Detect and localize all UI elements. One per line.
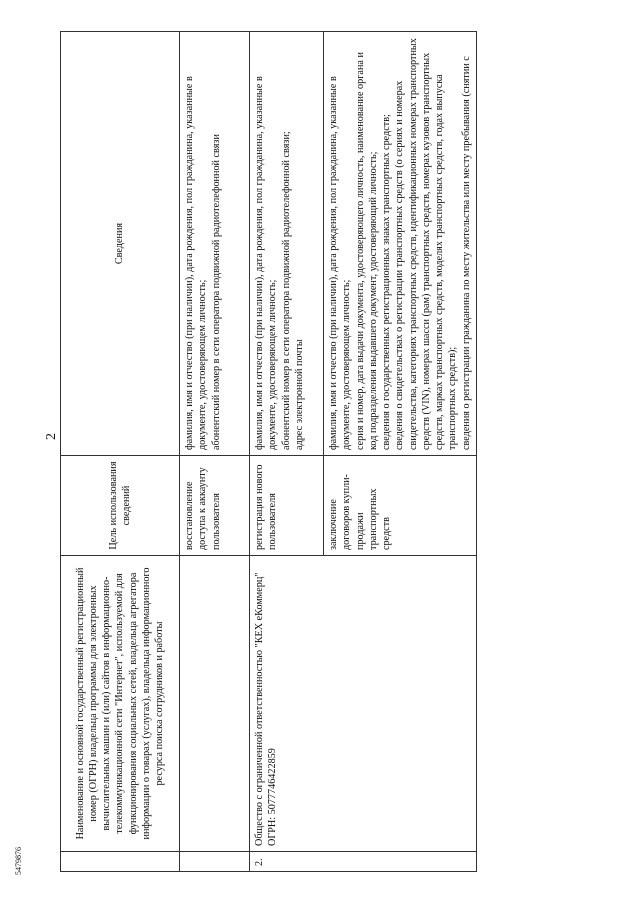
- table-header-row: [61, 32, 180, 872]
- row-name: Общество с ограниченной ответственностью "КЕХ еКоммерц" ОГРН: 5077746422859: [250, 556, 324, 852]
- row-info: фамилия, имя и отчество (при наличии), дата рождения, пол гражданина, указанные в документе, удостоверяющем личность; абонентский номер в сети оператора подвижной радиотелефонной связи: [180, 32, 250, 456]
- row-number: [324, 852, 477, 872]
- table-row: [324, 32, 477, 872]
- table-row: [180, 32, 250, 872]
- row-purpose: регистрация нового пользователя: [250, 456, 324, 556]
- data-table: [60, 31, 477, 872]
- row-number: 2.: [250, 852, 324, 872]
- table-row: [250, 32, 324, 872]
- header-purpose: Цель использования сведений: [61, 456, 180, 556]
- row-purpose: восстановление доступа к аккаунту пользователя: [180, 456, 250, 556]
- row-info: фамилия, имя и отчество (при наличии), дата рождения, пол гражданина, указанные в документе, удостоверяющем личность; серия и номер, дата выдачи документа, удостоверяющего личность, наименование органа и код подразделения выдавшего документ, удостоверяющий личность; сведения о государственных регистрационных знаках транспортных средств; сведения о свидетельствах о регистрации транспортных средств (о сериях и номерах свидетельства, категориях транспортных средств, идентификационных номерах транспортных средств (VIN), номерах шасси (рам) транспортных средств, номерах кузовов транспортных средств, марках транспортных средств, моделях транспортных средств, годах выпуска транспортных средств); сведения о регистрации гражданина по месту жительства или месту пребывания (снятии с: [324, 32, 477, 456]
- row-name: [324, 556, 477, 852]
- header-number-cell: [61, 852, 180, 872]
- header-info: Сведения: [61, 32, 180, 456]
- row-name: [180, 556, 250, 852]
- row-info: фамилия, имя и отчество (при наличии), дата рождения, пол гражданина, указанные в документе, удостоверяющем личность; абонентский номер в сети оператора подвижной радиотелефонной связи; адрес электронной почты: [250, 32, 324, 456]
- row-purpose: заключение договоров купли-продажи транспортных средств: [324, 456, 477, 556]
- document-page: [60, 32, 580, 872]
- header-name: Наименование и основной государственный регистрационный номер (ОГРН) владельца программы для электронных вычислительных машин и (или) сайтов в информационно-телекоммуникационной сети "Интернет", используемой для функционирования социальных сетей, владельца агрегатора информации о товарах (услугах), владельца информационного ресурса поиска сотрудников и работы: [61, 556, 180, 852]
- document-stamp: 5479876: [14, 847, 23, 875]
- row-number: [180, 852, 250, 872]
- page-number: 2: [44, 433, 59, 440]
